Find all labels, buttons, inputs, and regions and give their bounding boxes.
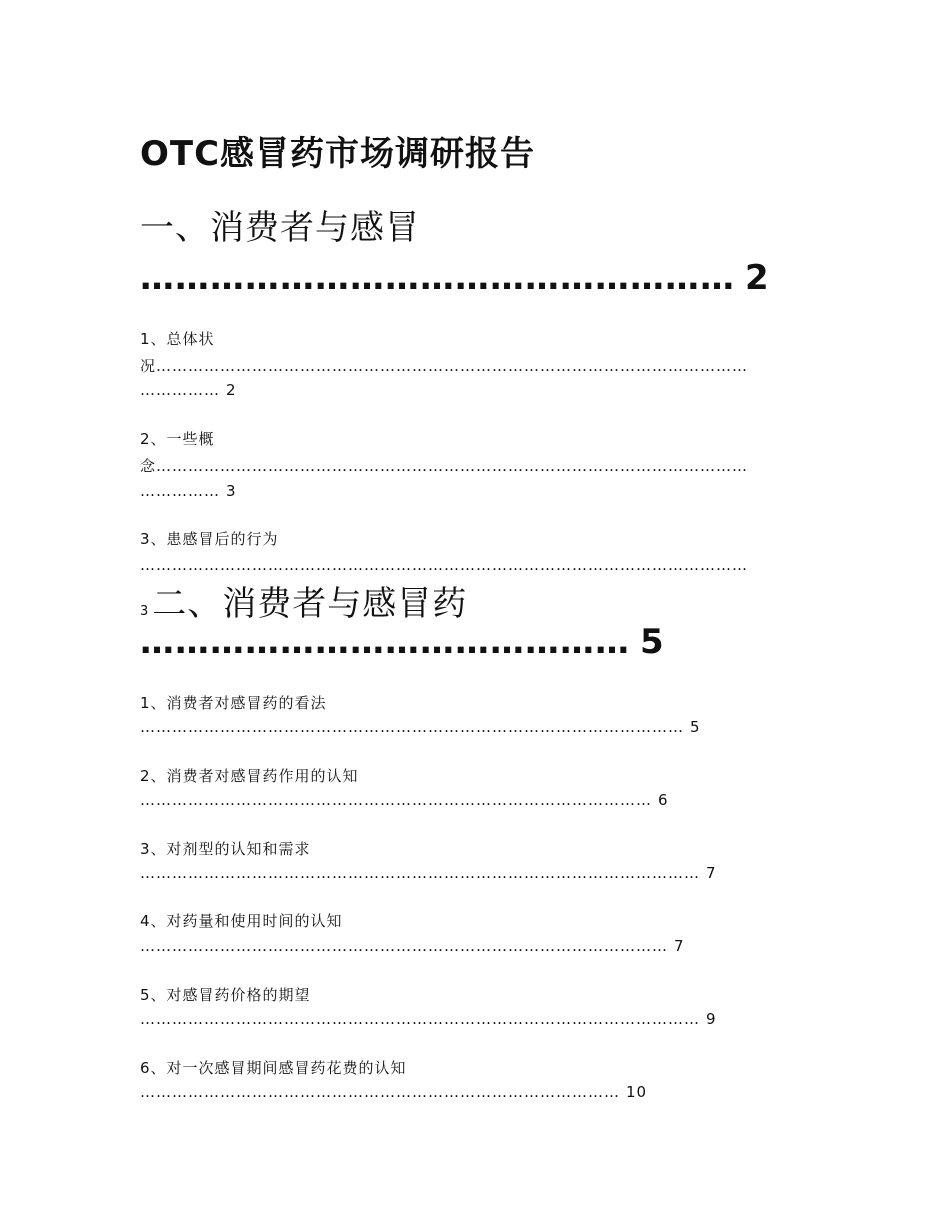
toc-item-2-5-label: 5、对感冒药价格的期望 [140, 986, 311, 1004]
toc-leader-dots: …………… [140, 381, 220, 399]
toc-leader-dots: …………………………………………………………………………………… [140, 791, 652, 809]
toc-item-2-3-leader-row [140, 864, 717, 882]
toc-item-2-1-leader-row [140, 718, 701, 736]
toc-item-2-6-leader-row [140, 1083, 647, 1101]
toc-item-1-3-label: 3、患感冒后的行为 [140, 530, 279, 548]
toc-page-number: 7 [706, 864, 717, 882]
toc-item-2-4-leader-row [140, 937, 685, 955]
toc-item-1-1-leader: 况………………………………………………………………………………………………… [140, 357, 749, 375]
toc-page-number: 3 [140, 604, 149, 619]
toc-page-number: 10 [626, 1083, 648, 1101]
toc-page-number: 9 [706, 1010, 717, 1028]
toc-item-2-1-label: 1、消费者对感冒药的看法 [140, 694, 327, 712]
toc-item-1-1-label: 1、总体状 [140, 330, 215, 348]
toc-item-2-2-leader-row [140, 791, 669, 809]
toc-page-number: 5 [690, 718, 701, 736]
toc-item-2-6-label: 6、对一次感冒期间感冒药花费的认知 [140, 1059, 407, 1077]
toc-item-1-2-leader: 念………………………………………………………………………………………………… [140, 457, 749, 475]
toc-leader-dots: ………………………………………………………………………………………… [140, 718, 684, 736]
toc-section-2-heading: 二、消费者与感冒药 [152, 584, 468, 624]
toc-page-number: 6 [658, 791, 669, 809]
toc-leader-dots: …………………………………………… [140, 258, 735, 298]
toc-leader-dots: …………………………………………………………………………………………… [140, 864, 700, 882]
toc-section-2-heading-row [140, 576, 467, 625]
toc-page-number: 7 [674, 937, 685, 955]
toc-leader-dots: ……………………………………………………………………………………… [140, 937, 668, 955]
toc-item-1-1-page-row [140, 381, 237, 399]
toc-page-number: 2 [226, 381, 237, 399]
toc-section-2-leader-row [140, 622, 665, 662]
toc-item-2-5-leader-row [140, 1010, 717, 1028]
document-title: OTC感冒药市场调研报告 [140, 134, 536, 174]
toc-section-1-leader-row [140, 258, 770, 298]
toc-leader-dots: …………………………………… [140, 622, 630, 662]
toc-item-1-3-leader: …………………………………………………………………………………………………… [140, 556, 748, 574]
toc-item-2-3-label: 3、对剂型的认知和需求 [140, 840, 311, 858]
toc-leader-dots: …………… [140, 482, 220, 500]
toc-item-2-2-label: 2、消费者对感冒药作用的认知 [140, 767, 359, 785]
toc-page-number: 3 [226, 482, 237, 500]
toc-section-1-heading: 一、消费者与感冒 [140, 208, 420, 248]
toc-page-number: 2 [745, 258, 770, 298]
toc-item-1-2-page-row [140, 482, 237, 500]
toc-leader-dots: …………………………………………………………………………………………… [140, 1010, 700, 1028]
toc-page-number: 5 [640, 622, 665, 662]
toc-item-1-2-label: 2、一些概 [140, 430, 215, 448]
toc-item-2-4-label: 4、对药量和使用时间的认知 [140, 912, 343, 930]
toc-leader-dots: ……………………………………………………………………………… [140, 1083, 620, 1101]
